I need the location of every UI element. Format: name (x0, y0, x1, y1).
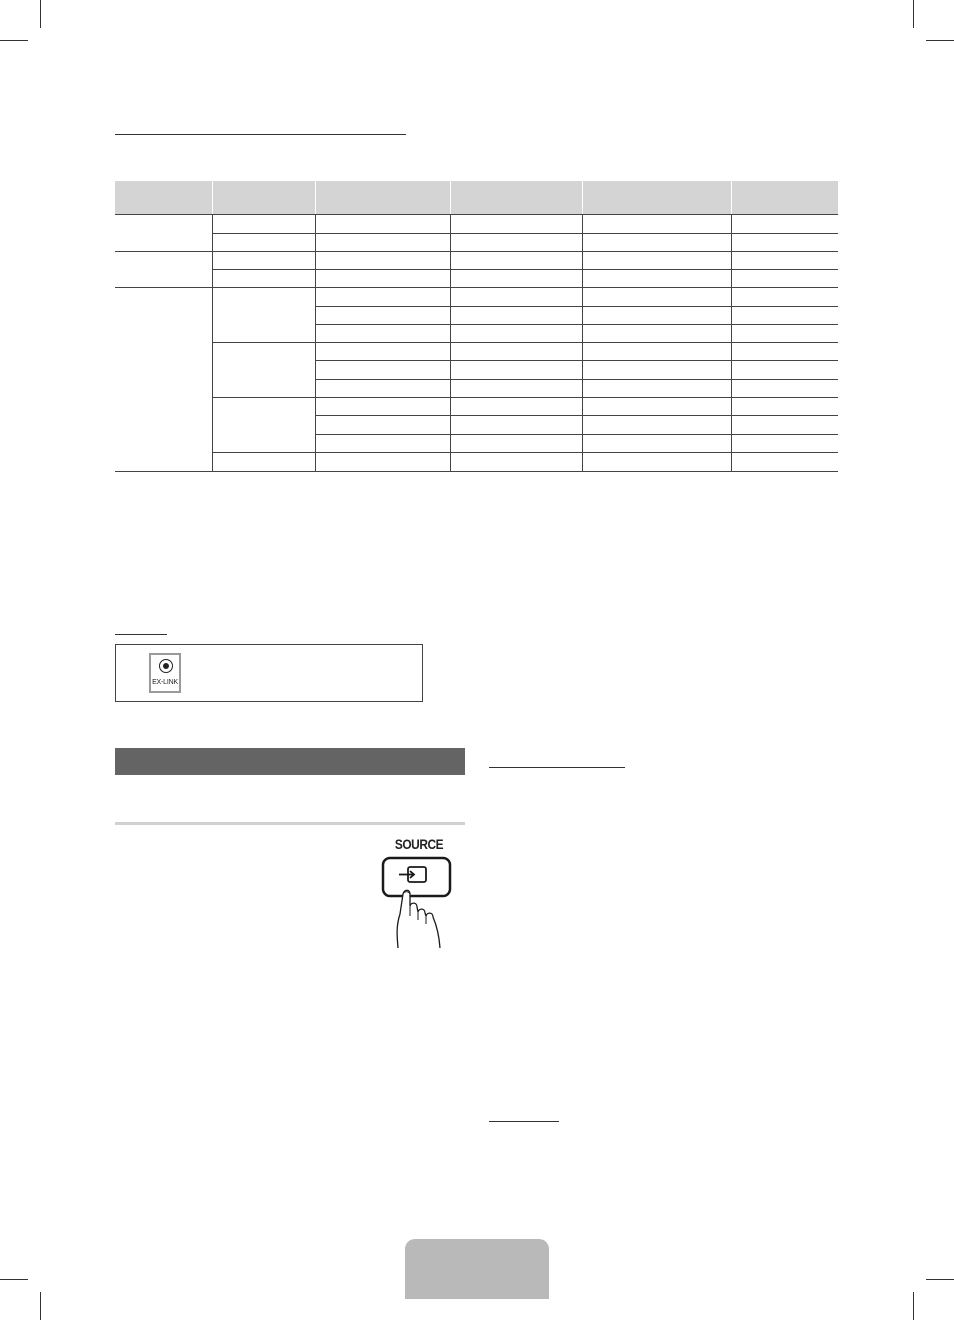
table-col-line (731, 214, 732, 471)
table-heading-underline (115, 134, 406, 135)
table-col-line (450, 214, 451, 471)
section-divider (115, 822, 465, 825)
table-bottom-line (115, 471, 838, 472)
table-row-line (115, 287, 838, 288)
table-col-line (212, 214, 213, 471)
table-row-line (115, 214, 838, 215)
crop-mark-bottom-right-v (913, 1292, 914, 1320)
crop-mark-top-right-h (926, 40, 954, 41)
crop-mark-bottom-left-h (0, 1279, 28, 1280)
table-header-row (115, 181, 838, 214)
jack-icon (159, 659, 173, 673)
table-row-line (212, 397, 838, 398)
page-number-tab (405, 1239, 549, 1299)
right-heading-underline-2 (489, 1121, 559, 1122)
source-button-label: SOURCE (394, 836, 444, 852)
table-row-line (315, 360, 838, 361)
exlink-heading-underline (115, 634, 167, 635)
table-row-line (212, 269, 838, 270)
exlink-port-box (115, 644, 423, 702)
table-row-line (212, 233, 838, 234)
source-input-icon (370, 836, 470, 948)
ex-link-port-label: EX-LINK (152, 679, 178, 686)
crop-mark-top-left-h (0, 40, 28, 41)
crop-mark-top-left-v (40, 0, 41, 28)
right-heading-underline-1 (489, 767, 625, 768)
table-col-line (315, 214, 316, 471)
table-col-line (582, 214, 583, 471)
table-row-line (212, 342, 838, 343)
table-row-line (212, 452, 838, 453)
crop-mark-top-right-v (913, 0, 914, 28)
source-button-illustration (370, 836, 470, 948)
table-row-line (315, 306, 838, 307)
ex-link-port-icon (149, 653, 181, 693)
table-row-line (315, 324, 838, 325)
table-row-line (315, 434, 838, 435)
table-row-line (315, 415, 838, 416)
table-row-line (115, 251, 838, 252)
crop-mark-bottom-right-h (926, 1279, 954, 1280)
crop-mark-bottom-left-v (40, 1292, 41, 1320)
section-title-bar (115, 748, 465, 775)
table-row-line (315, 379, 838, 380)
